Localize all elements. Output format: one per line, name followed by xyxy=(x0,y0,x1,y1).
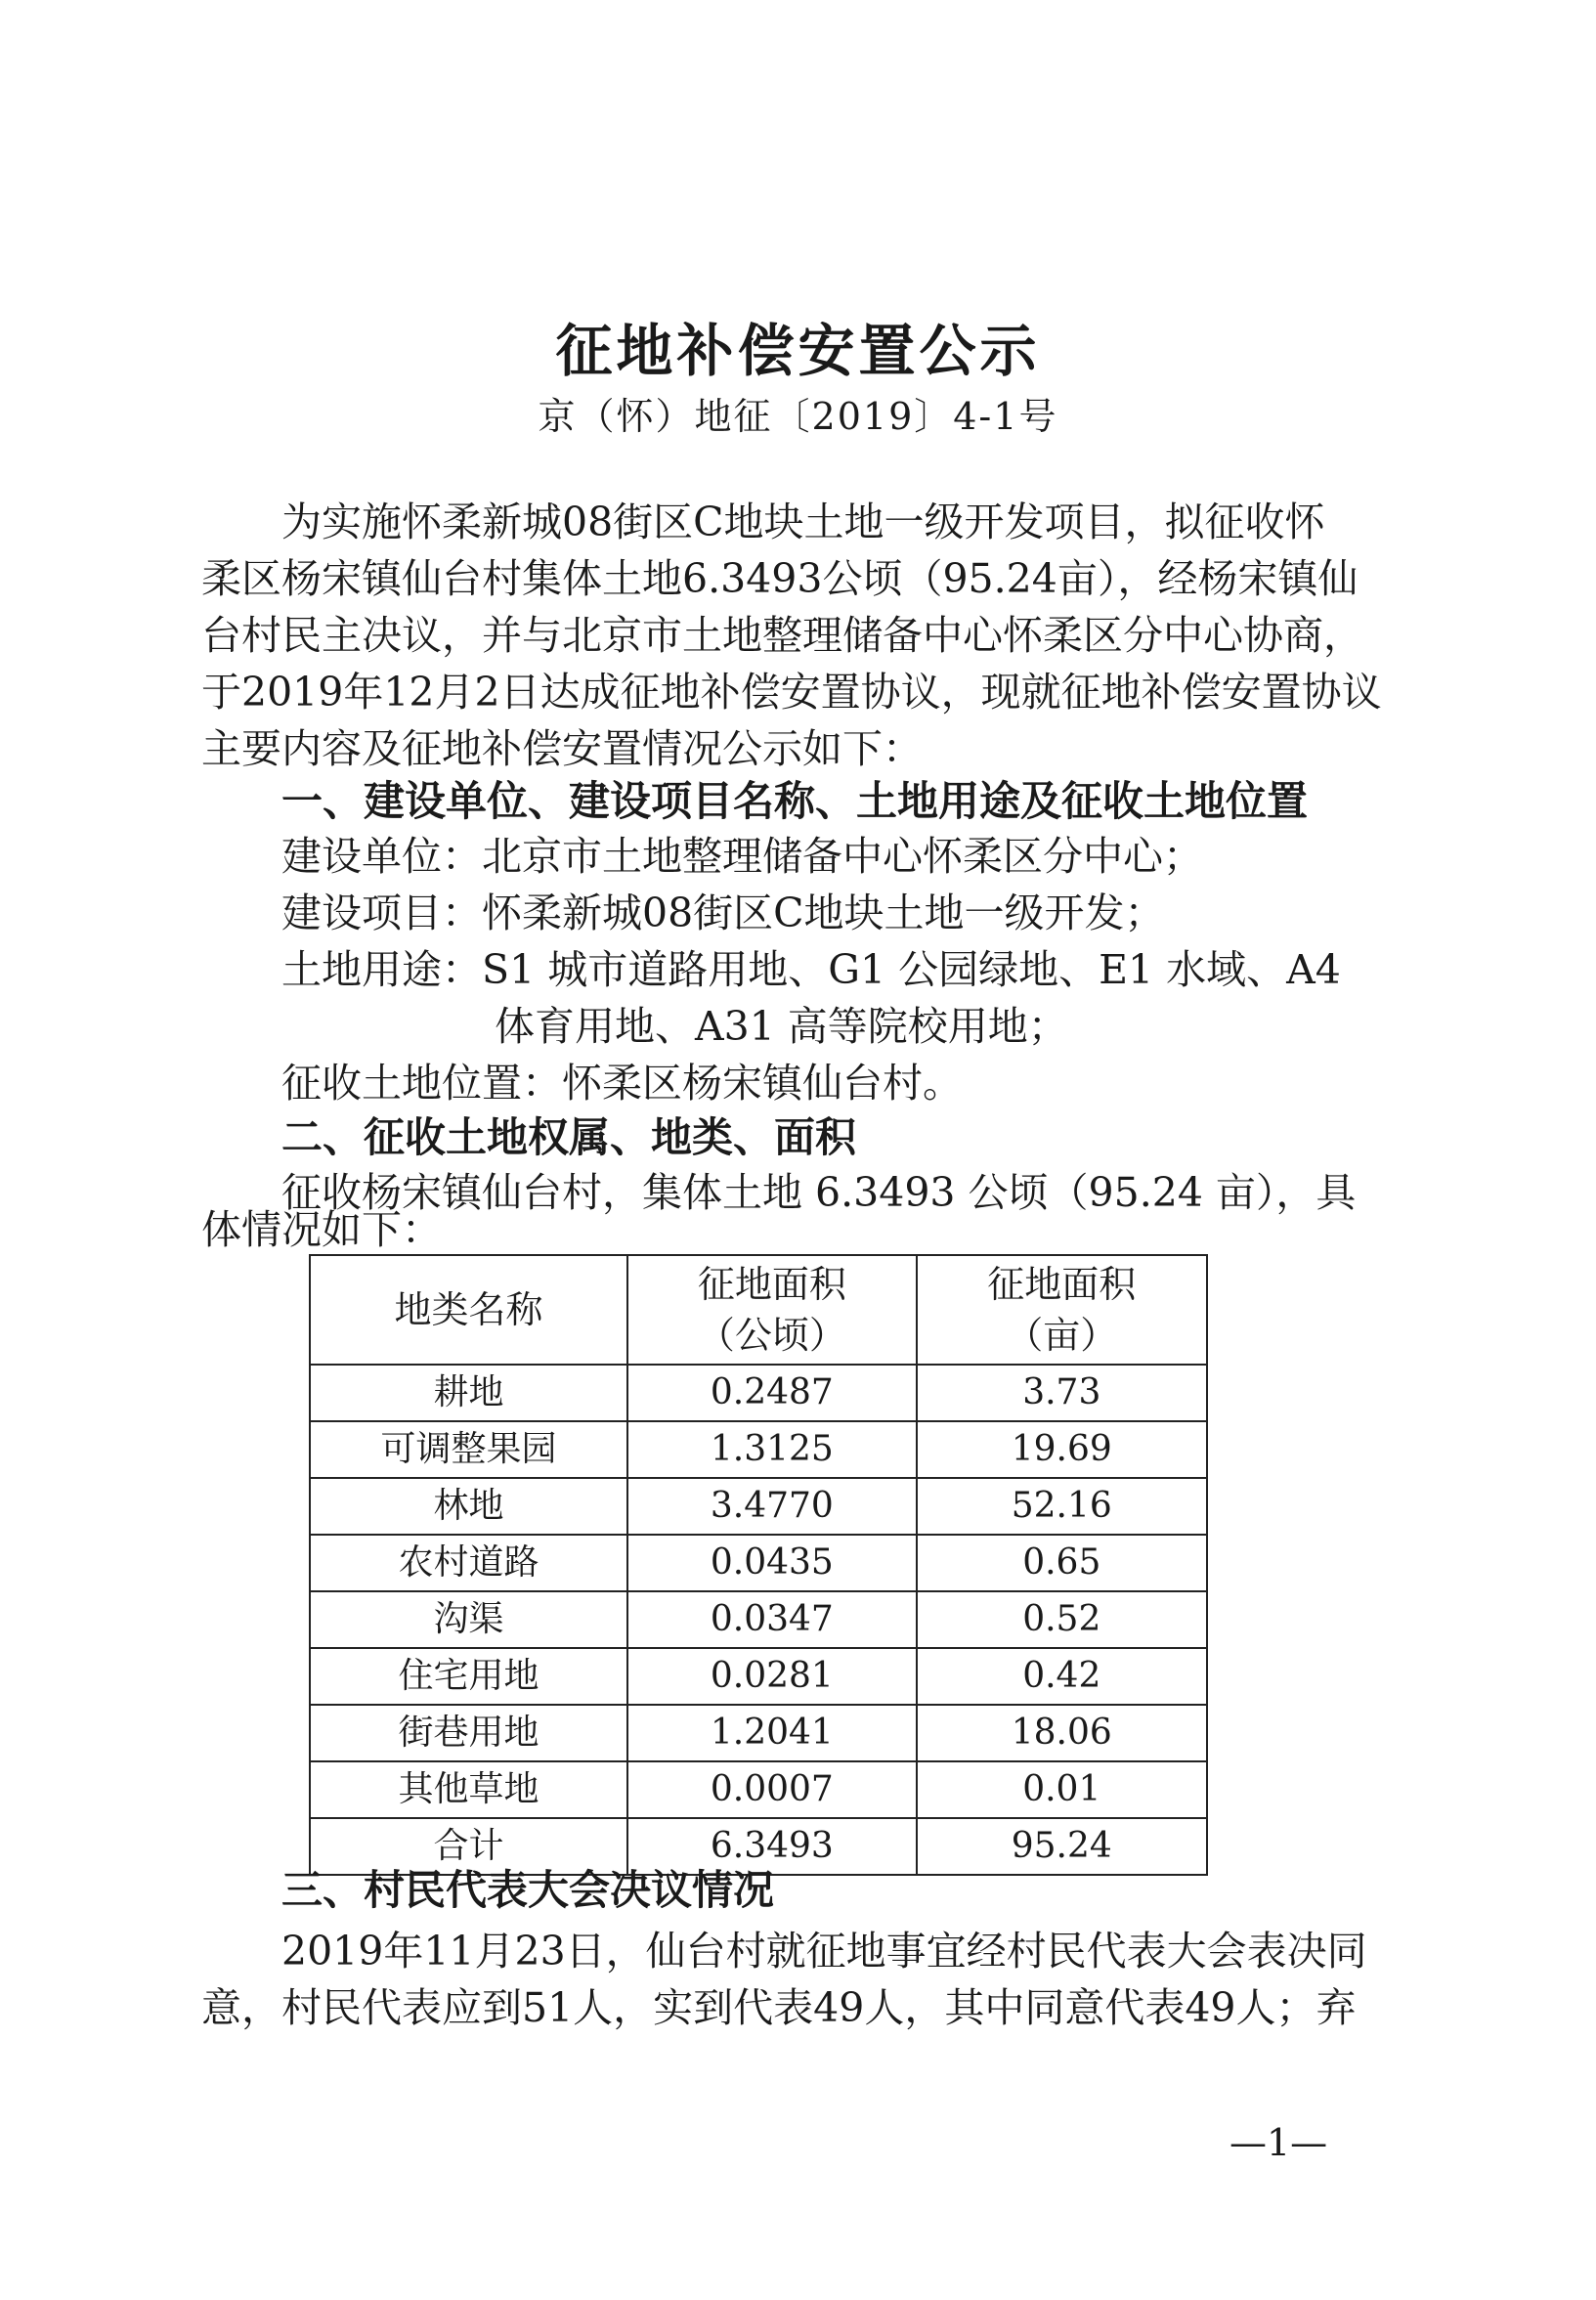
page-number: —1— xyxy=(1229,2121,1328,2164)
table-row xyxy=(310,1761,1207,1818)
table-row xyxy=(310,1478,1207,1535)
hectare-cell: 0.2487 xyxy=(627,1365,916,1421)
land-type-cell: 住宅用地 xyxy=(310,1648,627,1705)
column-header-area-mu xyxy=(917,1255,1207,1365)
hectare-cell: 0.0281 xyxy=(627,1648,916,1705)
section-1-line: 建设单位：北京市土地整理储备中心怀柔区分中心； xyxy=(281,833,1203,880)
hectare-cell: 0.0007 xyxy=(627,1761,916,1818)
column-header-area-hectare xyxy=(627,1255,916,1365)
mu-cell: 0.52 xyxy=(917,1591,1207,1648)
mu-cell: 0.65 xyxy=(917,1535,1207,1591)
table-header-row xyxy=(310,1255,1207,1365)
section-3-line: 2019年11月23日，仙台村就征地事宜经村民代表大会表决同 xyxy=(281,1928,1367,1975)
mu-cell: 19.69 xyxy=(917,1421,1207,1478)
header-line: （公顷） xyxy=(697,1314,846,1357)
column-header-land-type xyxy=(310,1255,627,1365)
section-1-line: 体育用地、A31 高等院校用地； xyxy=(495,1003,1068,1050)
intro-line: 为实施怀柔新城08街区C地块土地一级开发项目，拟征收怀 xyxy=(281,499,1325,545)
section-1-line: 土地用途：S1 城市道路用地、G1 公园绿地、E1 水域、A4 xyxy=(281,946,1341,993)
land-type-cell: 林地 xyxy=(310,1478,627,1535)
header-line: 征地面积 xyxy=(697,1263,846,1306)
section-2-line: 征收杨宋镇仙台村，集体土地 6.3493 公顷（95.24 亩），具 xyxy=(281,1169,1357,1216)
section-3-line: 意，村民代表应到51人，实到代表49人，其中同意代表49人；弃 xyxy=(201,1984,1357,2031)
land-type-cell: 合计 xyxy=(310,1818,627,1875)
page-title: 征地补偿安置公示 xyxy=(555,318,1041,384)
intro-line: 主要内容及征地补偿安置情况公示如下： xyxy=(201,725,923,772)
header-line: （亩） xyxy=(1006,1314,1118,1357)
land-type-cell: 耕地 xyxy=(310,1365,627,1421)
mu-cell: 18.06 xyxy=(917,1705,1207,1761)
hectare-cell: 0.0435 xyxy=(627,1535,916,1591)
mu-cell: 0.42 xyxy=(917,1648,1207,1705)
table-row xyxy=(310,1591,1207,1648)
section-2-line: 体情况如下： xyxy=(201,1206,442,1253)
intro-line: 柔区杨宋镇仙台村集体土地6.3493公顷（95.24亩），经杨宋镇仙 xyxy=(201,555,1359,602)
mu-cell: 52.16 xyxy=(917,1478,1207,1535)
hectare-cell: 0.0347 xyxy=(627,1591,916,1648)
land-type-cell: 街巷用地 xyxy=(310,1705,627,1761)
hectare-cell: 6.3493 xyxy=(627,1818,916,1875)
mu-cell: 95.24 xyxy=(917,1818,1207,1875)
land-type-cell: 其他草地 xyxy=(310,1761,627,1818)
land-area-table xyxy=(309,1254,1208,1876)
table-row xyxy=(310,1535,1207,1591)
hectare-cell: 1.2041 xyxy=(627,1705,916,1761)
intro-line: 台村民主决议，并与北京市土地整理储备中心怀柔区分中心协商， xyxy=(201,612,1363,659)
mu-cell: 3.73 xyxy=(917,1365,1207,1421)
mu-cell: 0.01 xyxy=(917,1761,1207,1818)
header-line: 征地面积 xyxy=(987,1263,1137,1306)
intro-line: 于2019年12月2日达成征地补偿安置协议，现就征地补偿安置协议 xyxy=(201,669,1382,716)
header-line: 地类名称 xyxy=(394,1288,543,1331)
hectare-cell: 1.3125 xyxy=(627,1421,916,1478)
section-1-heading: 一、建设单位、建设项目名称、土地用途及征收土地位置 xyxy=(281,777,1309,825)
table-row xyxy=(310,1365,1207,1421)
land-type-cell: 可调整果园 xyxy=(310,1421,627,1478)
section-1-line: 征收土地位置：怀柔区杨宋镇仙台村。 xyxy=(281,1060,963,1107)
document-number: 京（怀）地征〔2019〕4-1号 xyxy=(538,395,1058,438)
section-1-line: 建设项目：怀柔新城08街区C地块土地一级开发； xyxy=(281,890,1165,936)
land-type-cell: 农村道路 xyxy=(310,1535,627,1591)
hectare-cell: 3.4770 xyxy=(627,1478,916,1535)
table-row xyxy=(310,1705,1207,1761)
section-3-heading: 三、村民代表大会决议情况 xyxy=(281,1866,775,1914)
table-row xyxy=(310,1421,1207,1478)
table-row xyxy=(310,1648,1207,1705)
section-2-heading: 二、征收土地权属、地类、面积 xyxy=(281,1113,857,1161)
land-type-cell: 沟渠 xyxy=(310,1591,627,1648)
